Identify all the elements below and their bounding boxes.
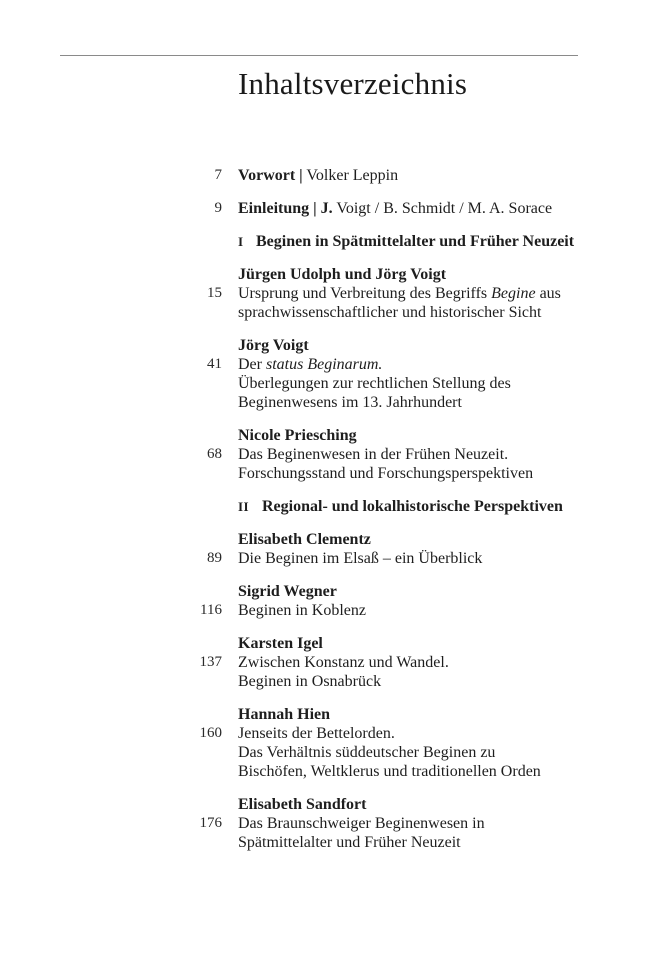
page-number: 68 [207,446,222,462]
entry-title-line: Beginenwesens im 13. Jahrhundert [238,394,462,411]
section-number: II [238,499,250,514]
toc-entry-einleitung[interactable] [0,199,656,218]
page-number: 7 [214,167,222,183]
entry-title-line: Das Verhältnis süddeutscher Beginen zu [238,744,496,761]
entry-author: Elisabeth Sandfort [238,796,367,813]
entry-title-line: Zwischen Konstanz und Wandel. [238,654,449,671]
toc-entry-wegner[interactable] [0,582,656,620]
entry-title-line: Das Braunschweiger Beginenwesen in [238,815,485,832]
page-number: 137 [199,654,222,670]
toc-entry-vorwort[interactable] [0,166,656,185]
toc-entry-udolph[interactable] [0,265,656,322]
entry-title-line: Jenseits der Bettelorden. [238,725,395,742]
toc-entry-voigt[interactable] [0,336,656,412]
toc-entry-priesching[interactable] [0,426,656,483]
entry-title-line: Beginen in Osnabrück [238,673,382,690]
entry-title-line: Spätmittelalter und Früher Neuzeit [238,834,461,851]
entry-title-italic: status Beginarum. [265,356,383,373]
entry-title-line: Bischöfen, Weltklerus und traditionellen Orden [238,763,541,780]
page-number: 89 [207,550,222,566]
section-label: Beginen in Spätmittelalter und Früher Neuzeit [256,233,575,250]
table-of-contents [0,166,656,866]
page-number: 116 [200,602,222,618]
entry-title-line: Das Beginenwesen in der Frühen Neuzeit. [238,446,509,463]
entry-title-line: Forschungsstand und Forschungsperspektiven [238,465,534,482]
entry-title-line: sprachwissenschaftlicher und historischer Sicht [238,304,542,321]
toc-entry-igel[interactable] [0,634,656,691]
entry-author: Elisabeth Clementz [238,531,371,548]
section-heading-2 [0,497,656,516]
entry-title: Einleitung | J. [238,200,333,217]
entry-title-line: Überlegungen zur rechtlichen Stellung des [238,375,511,392]
entry-author: Sigrid Wegner [238,583,337,600]
entry-title: Vorwort | [238,167,303,184]
entry-title-line: aus [535,285,561,302]
entry-author: Volker Leppin [302,167,399,184]
entry-title-line: Der [238,356,266,373]
entry-author: Nicole Priesching [238,427,357,444]
page-title: Inhaltsverzeichnis [238,66,468,101]
entry-title-italic: Begine [491,285,536,302]
section-label: Regional- und lokalhistorische Perspektiven [262,498,563,515]
toc-entry-clementz[interactable] [0,530,656,568]
entry-title-line: Beginen in Koblenz [238,602,366,619]
toc-entry-sandfort[interactable] [0,795,656,852]
page-number: 160 [199,725,222,741]
entry-title-line: Die Beginen im Elsaß – ein Überblick [238,550,483,567]
section-number: I [238,234,244,249]
page-number: 176 [199,815,222,831]
toc-entry-hien[interactable] [0,705,656,781]
entry-author: Voigt / B. Schmidt / M. A. Sorace [332,200,553,217]
top-rule [60,55,578,56]
entry-author: Jörg Voigt [238,337,309,354]
page-number: 15 [207,285,222,301]
entry-title-line: Ursprung und Verbreitung des Begriffs [238,285,492,302]
entry-author: Hannah Hien [238,706,331,723]
page-number: 9 [214,200,222,216]
entry-author: Jürgen Udolph und Jörg Voigt [238,266,447,283]
section-heading-1 [0,232,656,251]
entry-author: Karsten Igel [238,635,323,652]
page-number: 41 [207,356,222,372]
